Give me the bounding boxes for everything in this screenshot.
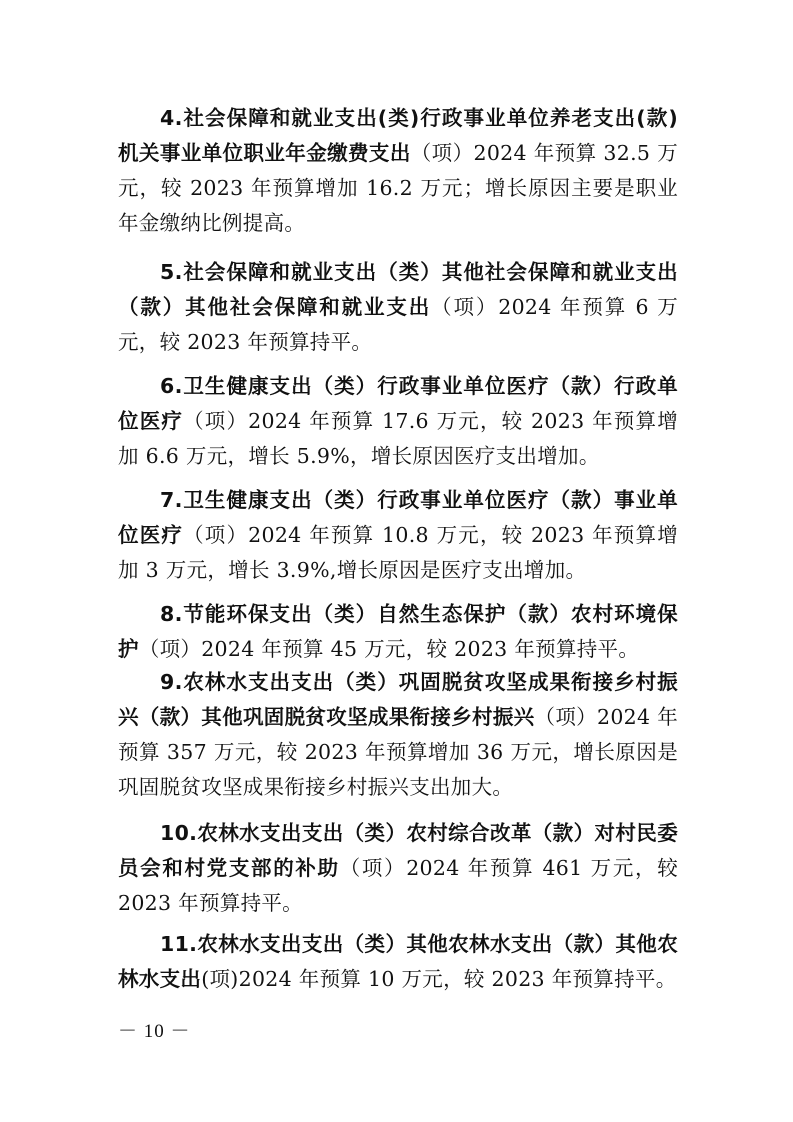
paragraph-heading: 8.节能环保支出（类）自然生态保护（款）农村环境保护	[118, 602, 678, 661]
paragraph-heading: 4.社会保障和就业支出(类)行政事业单位养老支出(款)机关事业单位职业年金缴费支出	[118, 106, 678, 165]
paragraph-item-6	[118, 369, 678, 474]
paragraph-heading: 9.农林水支出支出（类）巩固脱贫攻坚成果衔接乡村振兴（款）其他巩固脱贫攻坚成果衔接乡村振兴	[118, 670, 678, 729]
paragraph-heading: 11.农林水支出支出（类）其他农林水支出（款）其他农林水支出	[118, 932, 678, 991]
page-number: － 10 －	[118, 1021, 191, 1042]
paragraph-body: （项）2024 年预算 6 万元，较 2023 年预算持平。	[118, 295, 679, 354]
paragraph-item-11	[118, 927, 678, 997]
paragraph-heading: 5.社会保障和就业支出（类）其他社会保障和就业支出（款）其他社会保障和就业支出	[118, 260, 678, 319]
paragraph-heading: 10.农林水支出支出（类）农村综合改革（款）对村民委员会和村党支部的补助	[118, 821, 678, 880]
paragraph-heading: 6.卫生健康支出（类）行政事业单位医疗（款）行政单位医疗	[118, 374, 678, 433]
paragraph-item-8	[118, 597, 678, 667]
paragraph-item-7	[118, 483, 678, 588]
paragraph-body: （项）2024 年预算 17.6 万元，较 2023 年预算增加 6.6 万元，增长 5.9%，增长原因医疗支出增加。	[118, 409, 678, 468]
paragraph-item-4	[118, 101, 678, 241]
paragraph-body: (项)2024 年预算 10 万元，较 2023 年预算持平。	[201, 967, 677, 991]
paragraph-item-9	[118, 665, 678, 805]
paragraph-body: （项）2024 年预算 461 万元，较 2023 年预算持平。	[118, 856, 678, 915]
paragraph-body: （项）2024 年预算 357 万元，较 2023 年预算增加 36 万元，增长原因是巩固脱贫攻坚成果衔接乡村振兴支出加大。	[118, 705, 679, 799]
paragraph-heading: 7.卫生健康支出（类）行政事业单位医疗（款）事业单位医疗	[118, 488, 678, 547]
paragraph-item-5	[118, 255, 678, 360]
paragraph-body: （项）2024 年预算 45 万元，较 2023 年预算持平。	[138, 637, 640, 661]
paragraph-body: （项）2024 年预算 32.5 万元，较 2023 年预算增加 16.2 万元；增长原因主要是职业年金缴纳比例提高。	[118, 141, 679, 235]
paragraph-item-10	[118, 816, 678, 921]
paragraph-body: （项）2024 年预算 10.8 万元，较 2023 年预算增加 3 万元，增长 3.9%,增长原因是医疗支出增加。	[118, 523, 678, 582]
